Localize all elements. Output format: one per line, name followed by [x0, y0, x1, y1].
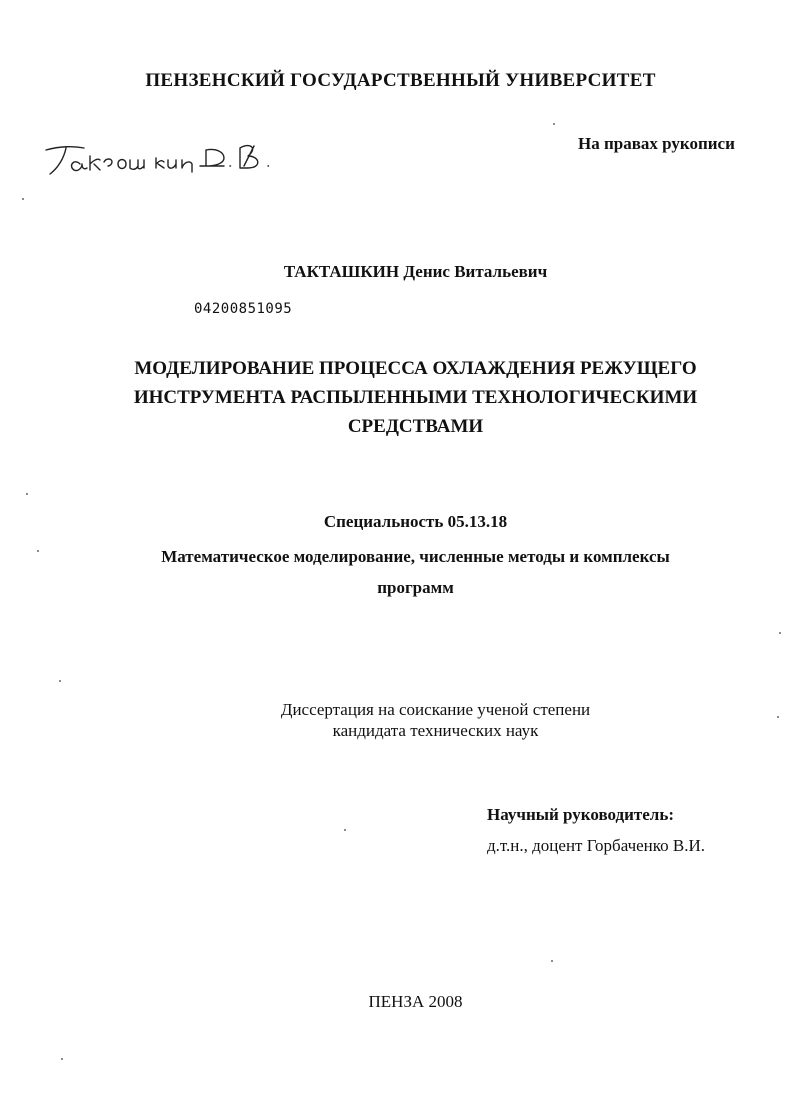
supervisor-name: д.т.н., доцент Горбаченко В.И.	[487, 836, 706, 855]
scan-speck	[61, 1058, 63, 1060]
scan-speck	[551, 960, 553, 962]
thesis-title	[0, 354, 791, 441]
thesis-title-line: СРЕДСТВАМИ	[347, 416, 484, 437]
city-year: ПЕНЗА 2008	[368, 992, 463, 1011]
scan-speck	[22, 198, 24, 200]
university-name: ПЕНЗЕНСКИЙ ГОСУДАРСТВЕННЫЙ УНИВЕРСИТЕТ	[145, 70, 656, 91]
scan-speck	[26, 493, 28, 495]
scan-speck	[37, 550, 39, 552]
specialty-name-line: Математическое моделирование, численные методы и комплексы	[161, 547, 670, 566]
scan-speck	[779, 632, 781, 634]
thesis-title-line: ИНСТРУМЕНТА РАСПЫЛЕННЫМИ ТЕХНОЛОГИЧЕСКИМИ	[133, 387, 698, 408]
rights-note: На правах рукописи	[578, 134, 735, 153]
scan-speck	[553, 123, 555, 125]
scan-speck	[777, 716, 779, 718]
degree-statement	[0, 699, 791, 741]
specialty-code: Специальность 05.13.18	[323, 512, 508, 531]
specialty-name-line: программ	[377, 578, 454, 597]
supervisor-label: Научный руководитель:	[487, 805, 674, 824]
degree-line: Диссертация на соискание ученой степени	[280, 700, 591, 719]
specialty-name	[0, 541, 791, 603]
handwritten-signature	[40, 136, 300, 182]
scan-speck	[59, 680, 61, 682]
registration-code: 04200851095	[194, 301, 293, 317]
author-name: ТАКТАШКИН Денис Витальевич	[283, 262, 548, 281]
degree-line: кандидата технических наук	[332, 721, 539, 740]
thesis-title-line: МОДЕЛИРОВАНИЕ ПРОЦЕССА ОХЛАЖДЕНИЯ РЕЖУЩЕГО	[134, 358, 697, 379]
scan-speck	[344, 829, 346, 831]
